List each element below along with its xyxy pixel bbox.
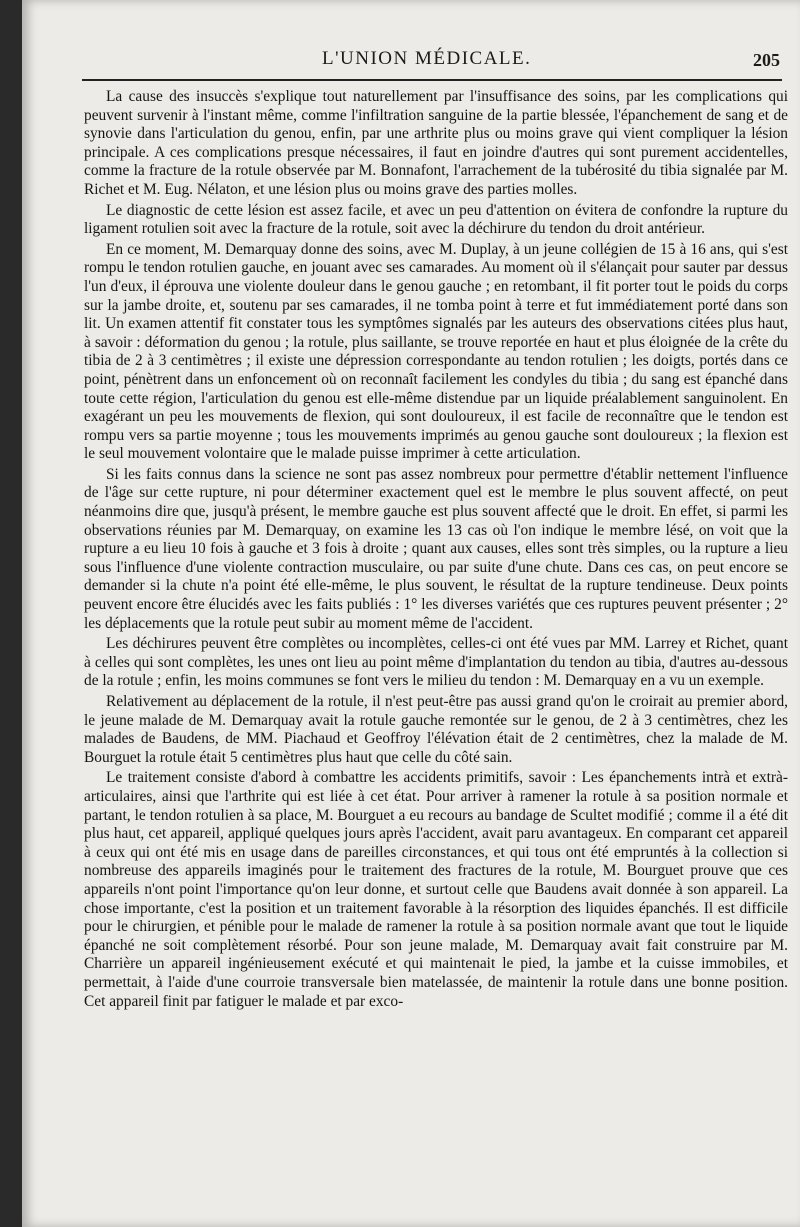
paragraph-tear-types: Les déchirures peuvent être complètes ou incomplètes, celles-ci ont été vues par MM. Larrey et Richet, quant à celles qui sont complètes, les unes ont lieu au point même d'implantation du tendon au tibia, d'autres au-dessous de la rotule ; enfin, les moins communes se font vers le milieu du tendon : M. Demarquay en a vu un exemple. <box>84 635 788 690</box>
paragraph-case-report: En ce moment, M. Demarquay donne des soins, avec M. Duplay, à un jeune collégien de 15 à 16 ans, qui s'est rompu le tendon rotulien gauche, en jouant avec ses camarades. Au moment où il s'élançait pour sauter par dessus l'un d'eux, il éprouva une violente douleur dans le genou gauche ; en retombant, il fit porter tout le poids du corps sur la jambe droite, et, soutenu par ses camarades, il ne tomba point à terre et fut immédiatement porté dans son lit. Un examen attentif fit constater tous les symptômes signalés par les auteurs des observations citées plus haut, à savoir : déformation du genou ; la rotule, plus saillante, se trouve reportée en haut et plus éloignée de la crête du tibia de 2 à 3 centimètres ; il existe une dépression correspondante au tendon rotulien ; les doigts, portés dans ce point, pénètrent dans un enfoncement où on reconnaît facilement les condyles du tibia ; du sang est épanché dans toute cette région, l'articulation du genou est elle-même distendue par un liquide préalablement sanguinolent. En exagérant un peu les mouvements de flexion, qui sont douloureux, il est facile de reconnaître que le tendon est rompu vers sa partie moyenne ; tous les mouvements imprimés au genou gauche sont douloureux ; la flexion est le seul mouvement volontaire que le malade puisse imprimer à cette articulation. <box>84 240 788 463</box>
paragraph-causes: La cause des insuccès s'explique tout naturellement par l'insuffisance des soins, par les complications qui peuvent survenir à l'instant même, comme l'infiltration sanguine de la partie blessée, l'épanchement de sang et de synovie dans l'articulation du genou, enfin, par une arthrite plus ou moins grave qui vient compliquer la lésion principale. A ces complications presque nécessaires, il faut en joindre d'autres qui sont purement accidentelles, comme la fracture de la rotule observée par M. Bonnafont, l'arrachement de la tubérosité du tibia signalée par M. Richet et M. Eug. Nélaton, et une lésion plus ou moins grave des parties molles. <box>84 88 788 198</box>
paragraph-displacement: Relativement au déplacement de la rotule, il n'est peut-être pas aussi grand qu'on le croirait au premier abord, le jeune malade de M. Demarquay avait la rotule gauche remontée sur le genou, de 2 à 3 centimètres, chez les malades de Baudens, de MM. Piachaud et Geoffroy l'élévation était de 2 centimètres, chez la malade de M. Bourguet la rotule était 5 centimètres plus haut que celle du côté sain. <box>84 693 788 766</box>
page-header <box>22 48 800 78</box>
paragraph-statistics: Si les faits connus dans la science ne sont pas assez nombreux pour permettre d'établir nettement l'influence de l'âge sur cette rupture, ni pour déterminer exactement quel est le membre le plus souvent affecté, on peut néanmoins dire que, jusqu'à présent, le membre gauche est plus souvent affecté que le droit. En effet, si parmi les observations réunies par M. Demarquay, on examine les 13 cas où l'on indique le membre lésé, on voit que la rupture a eu lieu 10 fois à gauche et 3 fois à droite ; quant aux causes, elles sont très simples, ou la rupture a lieu sous l'influence d'une violente contraction musculaire, ou par suite d'une chute. Dans ces cas, on peut encore se demander si la chute n'a point été elle-même, le plus souvent, le résultat de la rupture tendineuse. Deux points peuvent encore être élucidés avec les faits publiés : 1° les diverses variétés que ces ruptures peuvent présenter ; 2° les déplacements que la rotule peut subir au moment même de l'accident. <box>84 465 788 632</box>
journal-page <box>22 0 800 1227</box>
page-number: 205 <box>753 50 780 70</box>
header-rule <box>82 79 782 81</box>
running-title: L'UNION MÉDICALE. <box>322 48 532 69</box>
article-body <box>84 88 788 1011</box>
paragraph-treatment: Le traitement consiste d'abord à combattre les accidents primitifs, savoir : Les épanchements intrà et extrà-articulaires, ainsi que l'arthrite qui est liée à cet état. Pour arriver à ramener la rotule à sa position normale et partant, le tendon rotulien à sa place, M. Bourguet a eu recours au bandage de Scultet modifié ; comme il a été dit plus haut, cet appareil, appliqué quelques jours après l'accident, avait paru avantageux. En comparant cet appareil à ceux qui ont été mis en usage dans de pareilles circonstances, et qui tous ont été empruntés à la collection si nombreuse des appareils imaginés pour le traitement des fractures de la rotule, M. Bourguet prouve que ces appareils n'ont point l'importance qu'on leur donne, et surtout celle que Baudens avait donnée à son appareil. La chose importante, c'est la position et un traitement favorable à la résorption des liquides épanchés. Il est difficile pour le chirurgien, et pénible pour le malade de ramener la rotule à sa position normale avant que tout le liquide épanché ne soit complètement résorbé. Pour son jeune malade, M. Demarquay avait fait construire par M. Charrière un appareil ingénieusement exécuté et qui maintenait le pied, la jambe et la cuisse immobiles, et permettait, à l'aide d'une courroie transversale bien matelassée, de maintenir la rotule dans une bonne position. Cet appareil finit par fatiguer le malade et par exco- <box>84 769 788 1010</box>
paragraph-diagnostic: Le diagnostic de cette lésion est assez facile, et avec un peu d'attention on évitera de confondre la rupture du ligament rotulien soit avec la fracture de la rotule, soit avec la déchirure du tendon du droit antérieur. <box>84 201 788 238</box>
